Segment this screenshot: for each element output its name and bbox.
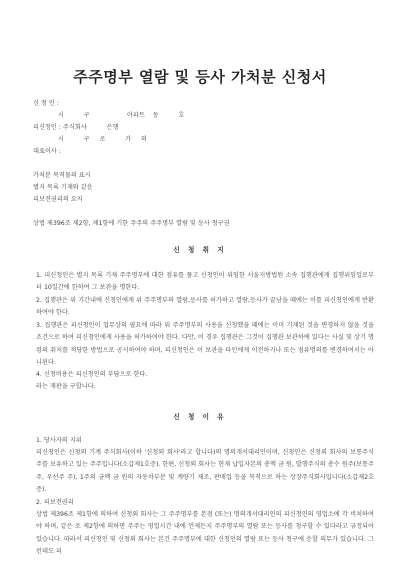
respondent-address: 시 구 로 가 의 (58, 136, 147, 143)
applicant-address: 시 구 아파트 동 호 (58, 112, 185, 119)
target-attachment: 별지 목록 기재와 같음 (33, 184, 93, 191)
reasons-sub-1: 1. 당사자의 지위 (36, 437, 82, 444)
purpose-heading: 신 청 취 지 (173, 246, 227, 254)
reasons-paragraph-1: 피신청인은 신청외 기계 주식회사(이하 '신청외 회사'라고 합니다)의 명의개서대리인이며, 신청인은 신청외 회사의 보통주식 주를 보유하고 있는 주주입니다(소갑제1호증). 한편, 신청외 회사는 현재 납입자본의 총액 금 원, 발행주식의 총수 원주(보통주 주, 우선주 주), 1주의 금액 금 원의 자동차부분 및 계량기 제조, 판매업 등을 목적으로 하는 상장주식회사입니다(소갑제2호증). (36, 449, 374, 494)
purpose-item-1: 1. 피신청인은 별지 목록 기재 주주명부에 대한 점유를 풀고 신청인이 위임한 서울지방법원 소속 집행관에게 집행위임일로부터 10일간에 한하여 그 보관을 명한다. (36, 272, 374, 292)
preservation-label: 피보전권리의 요지 (33, 196, 83, 203)
reasons-heading: 신 청 이 유 (173, 413, 227, 421)
legal-basis: 상법 제396조 제2항, 제1항에 기한 주주의 주주명부 열람 및 등사 청구권 (33, 220, 230, 227)
applicant-label: 신 청 인 : (33, 100, 59, 107)
reasons-sub-2: 2. 피보전권리 (36, 499, 74, 506)
purpose-item-2: 2. 집행관은 위 기간내에 신청인에게 위 주주명부의 열람,등사를 허가하고 열람,등사가 끝남을 때에는 이를 피신청인에게 반환하여야 한다. (36, 297, 374, 317)
representative-line: 대표이사 : (33, 148, 61, 155)
purpose-closing: 라는 재판을 구합니다. (36, 383, 96, 390)
purpose-item-3: 3. 집행관은 피신청인이 업무상의 필요에 따라 위 주주명부의 사용을 신청했을 때에는 이미 기재된 것을 변경하지 않을 것을 조건으로 하여 피신청인에게 사용을 허가하여야 한다. 다만, 이 경우 집행관은 그것이 집행관 보관하에 있다는 사실 및 상기 명령의 취지를 적당한 방법으로 공시하여야 하며, 피신청인은 이 보관을 타인에게 이전하거나 또는 점유명의를 변경하여서는 아니된다. (36, 322, 374, 367)
document-title: 주주명부 열람 및 등사 가처분 신청서 (73, 68, 327, 86)
reasons-paragraph-2: 상법 제396조 제1항에 의하여 신청외 회사는 그 주주명부를 본점 (또는) 명의개서대리인의 피신청인의 영업소에 각 비치하여야 하며, 같은 조 제2항에 의하면 주주는 영업시간 내에 언제든지 주주명부의 열람 또는 등사를 청구할 수 있다라고 규정되어 있습니다. 따라서 피신청인 및 신청외 회사는 본건 주주명부에 대한 신청인의 열람 또는 등사 청구에 응할 의무가 있습니다. 그런데도 피 (36, 511, 374, 556)
target-label: 가처분 목적물의 표시 (33, 172, 91, 179)
respondent-line: 피신청인 : 주식회사 은행 (33, 124, 119, 131)
purpose-item-4: 4. 신청비용은 피신청인의 부담으로 한다. (36, 371, 148, 378)
